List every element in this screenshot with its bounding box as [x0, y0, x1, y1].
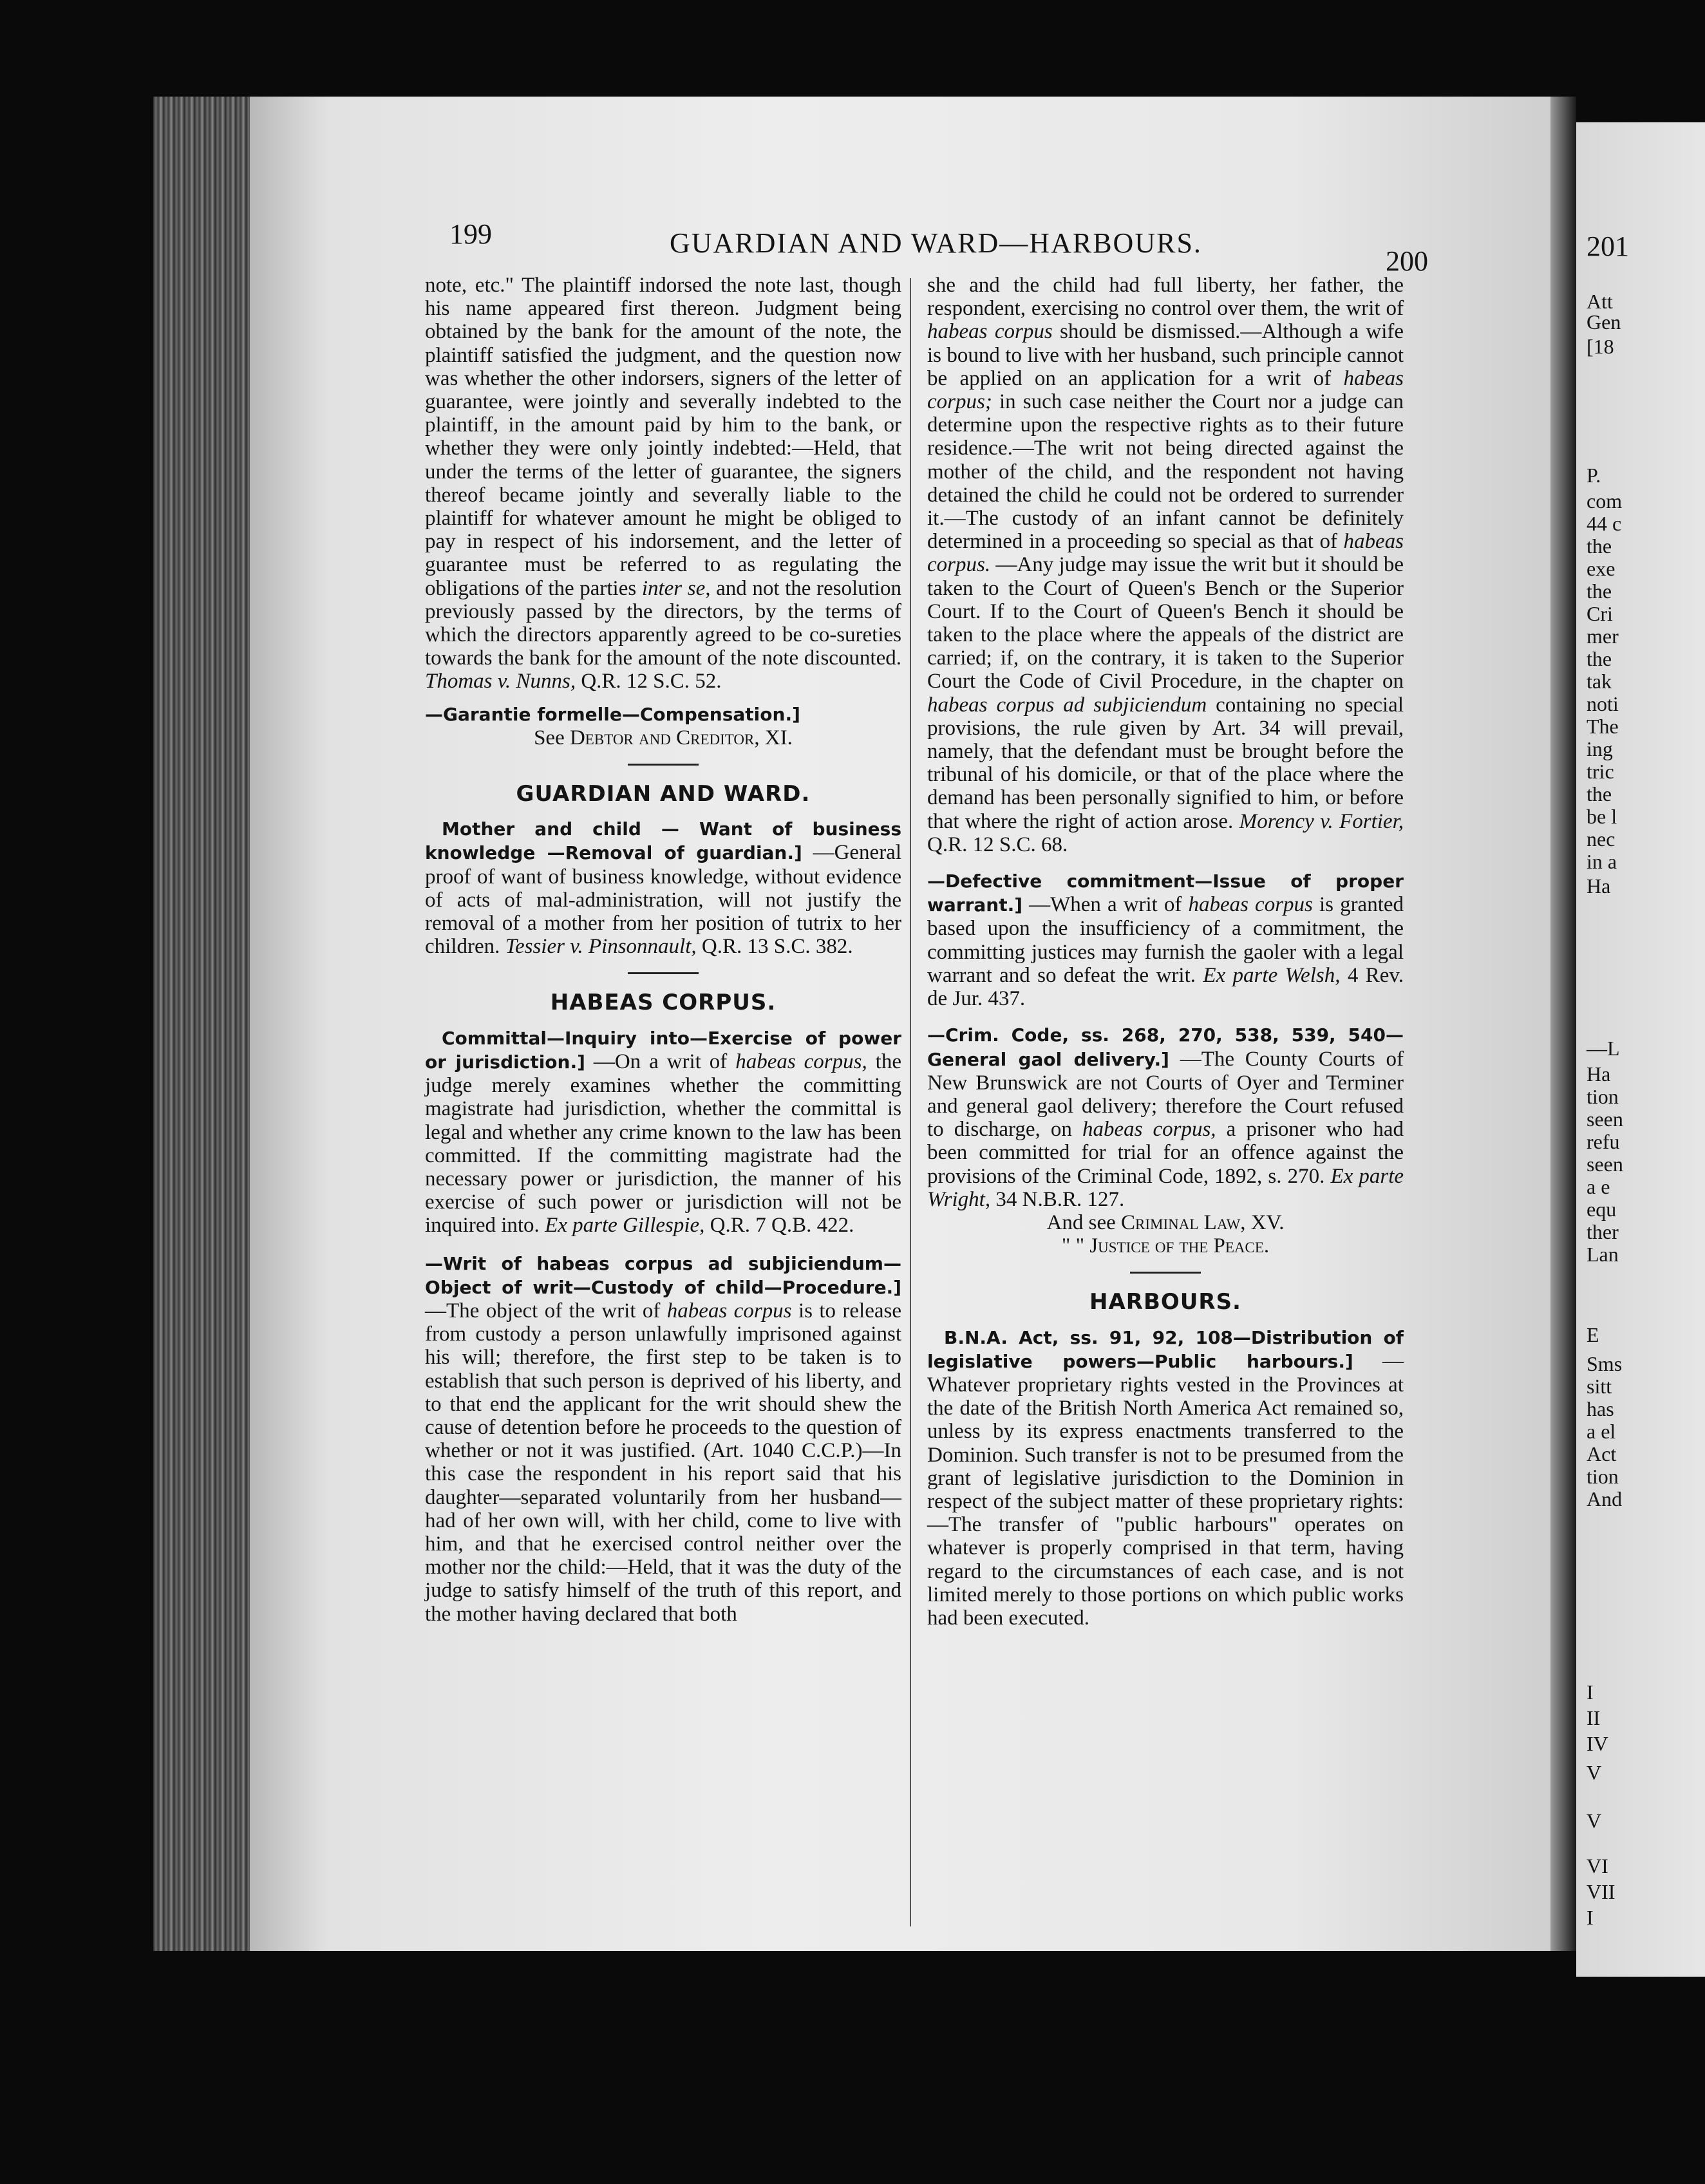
next-page-fragment-line: Att	[1587, 290, 1613, 313]
next-page-fragment-line: And	[1587, 1487, 1623, 1511]
next-page-fragment-line: VII	[1587, 1880, 1616, 1903]
paragraph-guarantee: note, etc." The plaintiff indorsed the note last, though his name appeared first thereon. Judgment being obtained by the bank for the amount of the note, the plaintiff satisfied the judgment, and the question now was whether the other indorsers, signers of the letter of guarantee, were jointly and severally indebted to the plaintiff, in the amount paid by him to the bank, or whether they were only jointly indebted:—Held, that under the terms of the letter of guarantee, the signers thereof became jointly and severally liable to the plaintiff for whatever amount he might be obliged to pay in respect of his indorsement, and the letter of guarantee must be referred to as regulating the obligations of the parties inter se, and not the resolution previously passed by the directors, by the terms of which the directors apparently agreed to be co-sureties towards the bank for the amount of the note discounted. Thomas v. Nunns, Q.R. 12 S.C. 52.	[425, 274, 902, 693]
next-page-fragment-line: Act	[1587, 1442, 1617, 1465]
left-page-number: 199	[449, 218, 492, 250]
next-page-fragment-line: sitt	[1587, 1375, 1612, 1398]
entry-defective-commitment: —Defective commitment—Issue of proper warrant.] —When a writ of habeas corpus is granted based upon the insufficiency of a commitment, the committing justices may furnish the gaoler with a legal warrant and so defeat the writ. Ex parte Welsh, 4 Rev. de Jur. 437.	[927, 871, 1404, 1011]
next-page-fragment-line: the	[1587, 579, 1612, 603]
next-page-fragment-line: V	[1587, 1761, 1602, 1784]
next-page-fragment-line: IV	[1587, 1732, 1608, 1755]
next-page-fragment-line: The	[1587, 715, 1619, 738]
next-page-fragment-line: noti	[1587, 692, 1619, 715]
next-page-fragment-line: Sms	[1587, 1352, 1623, 1375]
next-page-fragment-line: equ	[1587, 1198, 1617, 1221]
next-page-fragment-line: seen	[1587, 1153, 1623, 1176]
paragraph-custody-continued: she and the child had full liberty, her father, the respondent, exercising no control over them, the writ of habeas corpus should be dismissed.—Although a wife is bound to live with her husband, such principle cannot be applied on an application for a writ of habeas corpus; in such case neither the Court nor a judge can determine upon the respective rights as to their future residence.—The writ not being directed against the mother of the child, and the respondent not having detained the child he could not be ordered to surrender it.—The custody of an infant cannot be definitely determined in a proceeding so special as that of habeas corpus. —Any judge may issue the writ but it should be taken to the Court of Queen's Bench or the Superior Court. If to the Court of Queen's Bench it should be taken to the place where the appeals of the district are carried; if, on the contrary, it is taken to the Superior Court the Code of Civil Procedure, in the chapter on habeas corpus ad subjiciendum containing no special provisions, the rule given by Art. 34 will prevail, namely, that the defendant must be brought before the tribunal of his domicile, or that of the place where the demand has been personally signified to him, or before that where the right of action arose. Morency v. Fortier, Q.R. 12 S.C. 68.	[927, 274, 1404, 856]
next-page-fragment-line: ing	[1587, 737, 1613, 760]
section-rule	[628, 972, 699, 974]
entry-committal: Committal—Inquiry into—Exercise of power or jurisdiction.] —On a writ of habeas corpus, the judge merely examines whether the committing magistrate had jurisdiction, whether the committal is legal and whether any crime known to the law has been committed. If the committing magistrate had the necessary power or jurisdiction, the manner of his exercise of such power or jurisdiction will not be inquired into. Ex parte Gillespie, Q.R. 7 Q.B. 422.	[425, 1027, 901, 1238]
next-page-fragment-line: a e	[1587, 1175, 1610, 1198]
next-page-fragment-line: Gen	[1587, 310, 1621, 334]
next-page-fragment-line: the	[1587, 647, 1612, 670]
next-page-fragment-line: P.	[1587, 464, 1601, 487]
next-page-fragment-line: Lan	[1587, 1243, 1619, 1266]
next-page-fragment	[1576, 122, 1705, 1977]
next-page-fragment-line: E	[1587, 1323, 1599, 1346]
section-title-harbours: HARBOURS.	[1089, 1289, 1241, 1315]
next-page-fragment-line: Cri	[1587, 602, 1613, 625]
next-page-fragment-line: II	[1587, 1706, 1601, 1729]
next-page-fragment-line: has	[1587, 1397, 1614, 1420]
next-page-fragment-line: in a	[1587, 850, 1617, 873]
next-page-fragment-line: V	[1587, 1809, 1602, 1832]
right-page-number: 200	[1386, 245, 1428, 277]
next-page-fragment-line: I	[1587, 1680, 1594, 1704]
next-page-fragment-line: [18	[1587, 335, 1614, 358]
next-page-number: 201	[1587, 231, 1629, 262]
running-head: GUARDIAN AND WARD—HARBOURS.	[670, 227, 1202, 259]
entry-garantie: —Garantie formelle—Compensation.]	[425, 703, 800, 725]
next-page-fragment-line: tion	[1587, 1465, 1619, 1488]
cross-reference-debtor: See Debtor and Creditor, XI.	[534, 726, 793, 749]
next-page-fragment-line: Ha	[1587, 1062, 1611, 1086]
next-page-fragment-line: tion	[1587, 1085, 1619, 1108]
cross-reference-justice: " " Justice of the Peace.	[1061, 1234, 1270, 1258]
entry-criminal-code: —Crim. Code, ss. 268, 270, 538, 539, 540—General gaol delivery.] —The County Courts of New Brunswick are not Courts of Oyer and Terminer and general gaol delivery; therefore the Court refused to discharge, on habeas corpus, a prisoner who had been committed for trial for an offence against the provisions of the Criminal Code, 1892, s. 270. Ex parte Wright, 34 N.B.R. 127.	[927, 1024, 1404, 1211]
next-page-fragment-line: —L	[1587, 1037, 1620, 1060]
entry-writ-of-habeas-corpus: —Writ of habeas corpus ad subjiciendum—Object of writ—Custody of child—Procedure.] —The object of the writ of habeas corpus is to release from custody a person unlawfully imprisoned against his will; therefore, the first step to be taken is to establish that such person is deprived of his liberty, and to that end the applicant for the writ should shew the cause of detention before he proceeds to the question of whether or not it was justified. (Art. 1040 C.C.P.)—In this case the respondent in his report said that his daughter—separated voluntarily from her husband—had of her own will, with her child, come to live with him, and that he exercised control neither over the mother nor the child:—Held, that it was the duty of the judge to satisfy himself of the truth of this report, and the mother having declared that both	[425, 1252, 902, 1626]
next-page-fragment-line: ther	[1587, 1220, 1619, 1243]
column-divider	[910, 278, 911, 1926]
next-page-fragment-line: tric	[1587, 760, 1614, 783]
next-page-fragment-line: com	[1587, 489, 1623, 513]
column-right	[927, 274, 1404, 1630]
section-rule	[1130, 1272, 1201, 1274]
section-title-guardian: GUARDIAN AND WARD.	[516, 781, 811, 807]
next-page-fragment-line: VI	[1587, 1854, 1608, 1878]
next-page-fragment-line: I	[1587, 1906, 1594, 1929]
next-page-fragment-line: seen	[1587, 1107, 1623, 1131]
next-page-fragment-line: be l	[1587, 805, 1617, 828]
next-page-fragment-line: the	[1587, 782, 1612, 805]
next-page-fragment-line: nec	[1587, 827, 1616, 851]
next-page-fragment-line: tak	[1587, 670, 1612, 693]
entry-mother-and-child: Mother and child — Want of business knowledge —Removal of guardian.] —General proof of want of business knowledge, without evidence of acts of mal-administration, will not justify the removal of a mother from her position of tutrix to her children. Tessier v. Pinsonnault, Q.R. 13 S.C. 382.	[425, 818, 901, 959]
next-page-fragment-line: refu	[1587, 1130, 1620, 1153]
section-title-habeas: HABEAS CORPUS.	[550, 990, 777, 1016]
section-rule	[628, 764, 699, 766]
column-left	[425, 274, 901, 1626]
entry-bna-act: B.N.A. Act, ss. 91, 92, 108—Distribution of legislative powers—Public harbours.] —Whatever proprietary rights vested in the Provinces at the date of the British North America Act remained so, unless by its express enactments transferred to the Dominion. Such transfer is not to be presumed from the grant of legislative jurisdiction to the Dominion in respect of the subject matter of these proprietary rights:—The transfer of "public harbours" operates on whatever is properly comprised in that term, having regard to the circumstances of each case, and is not limited merely to those portions on which public works had been executed.	[927, 1326, 1404, 1630]
next-page-fragment-line: mer	[1587, 625, 1619, 648]
next-page-fragment-line: the	[1587, 534, 1612, 558]
page-gutter	[1550, 97, 1576, 1951]
next-page-fragment-line: exe	[1587, 557, 1616, 580]
cross-reference-criminal-law: And see Criminal Law, XV.	[1046, 1210, 1285, 1234]
book-page-edges	[153, 97, 250, 1951]
next-page-fragment-line: a el	[1587, 1420, 1616, 1443]
next-page-fragment-line: Ha	[1587, 874, 1611, 898]
next-page-fragment-line: 44 c	[1587, 512, 1622, 535]
